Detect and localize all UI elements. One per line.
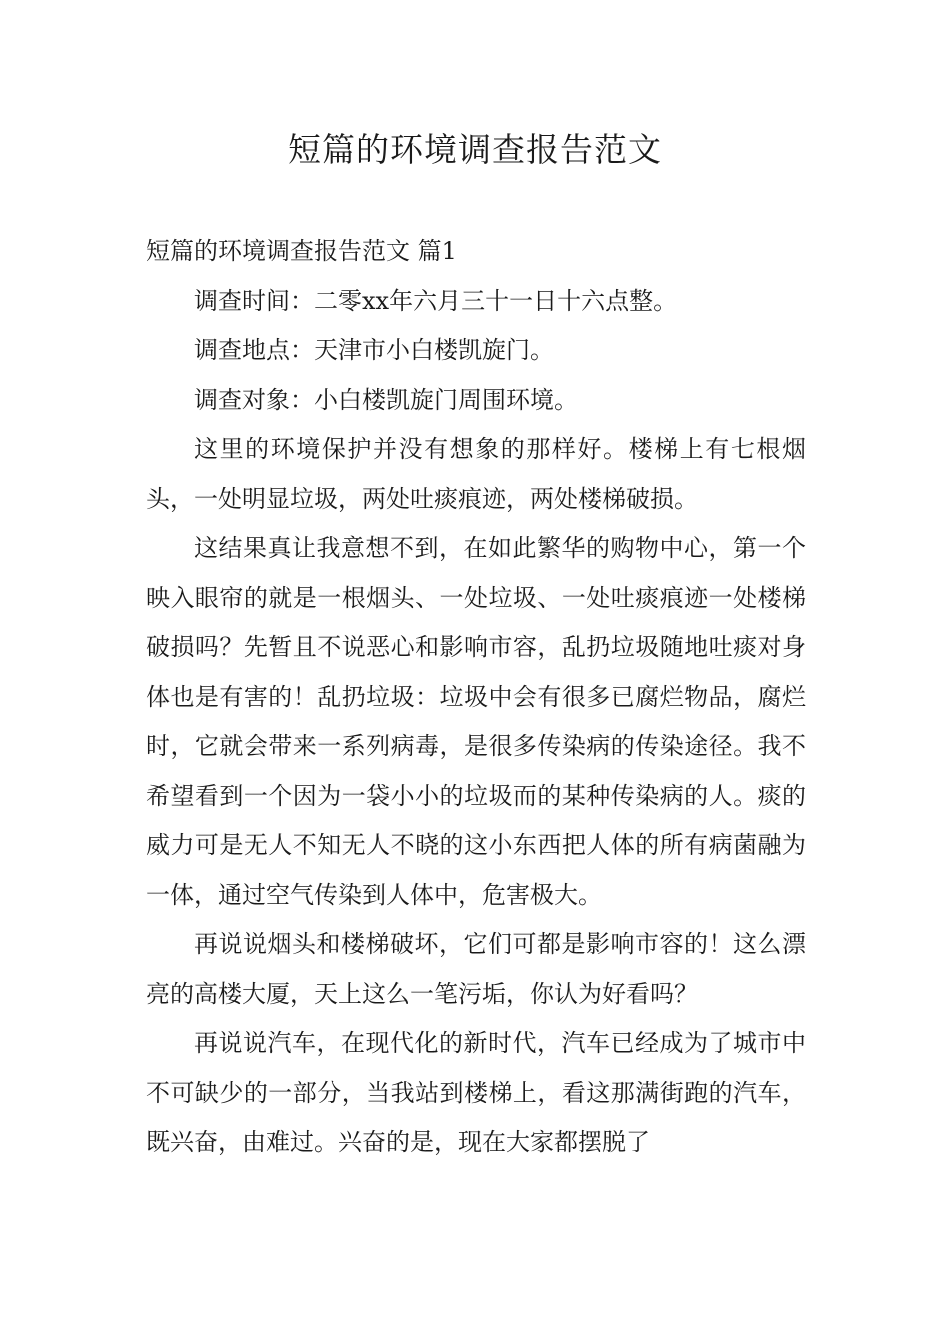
- paragraph-survey-subject: 调查对象：小白楼凯旋门周围环境。: [194, 385, 578, 414]
- paragraph-cars: 再说说汽车，在现代化的新时代，汽车已经成为了城市中不可缺少的一部分，当我站到楼梯上，看这那满街跑的汽车，既兴奋，由难过。兴奋的是，现在大家都摆脱了: [146, 1029, 806, 1156]
- section-heading: 短篇的环境调查报告范文 篇1: [146, 237, 457, 265]
- paragraph-survey-time: 调查时间：二零xx年六月三十一日十六点整。: [194, 286, 678, 315]
- document-body: [146, 227, 806, 1168]
- paragraph-analysis: 这结果真让我意想不到，在如此繁华的购物中心，第一个映入眼帘的就是一根烟头、一处垃圾、一处吐痰痕迹一处楼梯破损吗？先暂且不说恶心和影响市容，乱扔垃圾随地吐痰对身体也是有害的！乱扔垃圾：垃圾中会有很多已腐烂物品，腐烂时，它就会带来一系列病毒，是很多传染病的传染途径。我不希望看到一个因为一袋小小的垃圾而的某种传染病的人。痰的威力可是无人不知无人不晓的这小东西把人体的所有病菌融为一体，通过空气传染到人体中，危害极大。: [146, 534, 806, 909]
- paragraph-findings: 这里的环境保护并没有想象的那样好。楼梯上有七根烟头，一处明显垃圾，两处吐痰痕迹，两处楼梯破损。: [146, 435, 806, 513]
- paragraph-cigarettes-stairs: 再说说烟头和楼梯破坏，它们可都是影响市容的！这么漂亮的高楼大厦，天上这么一笔污垢，你认为好看吗？: [146, 930, 806, 1008]
- paragraph-survey-location: 调查地点：天津市小白楼凯旋门。: [194, 336, 554, 364]
- document-title: 短篇的环境调查报告范文: [288, 130, 662, 169]
